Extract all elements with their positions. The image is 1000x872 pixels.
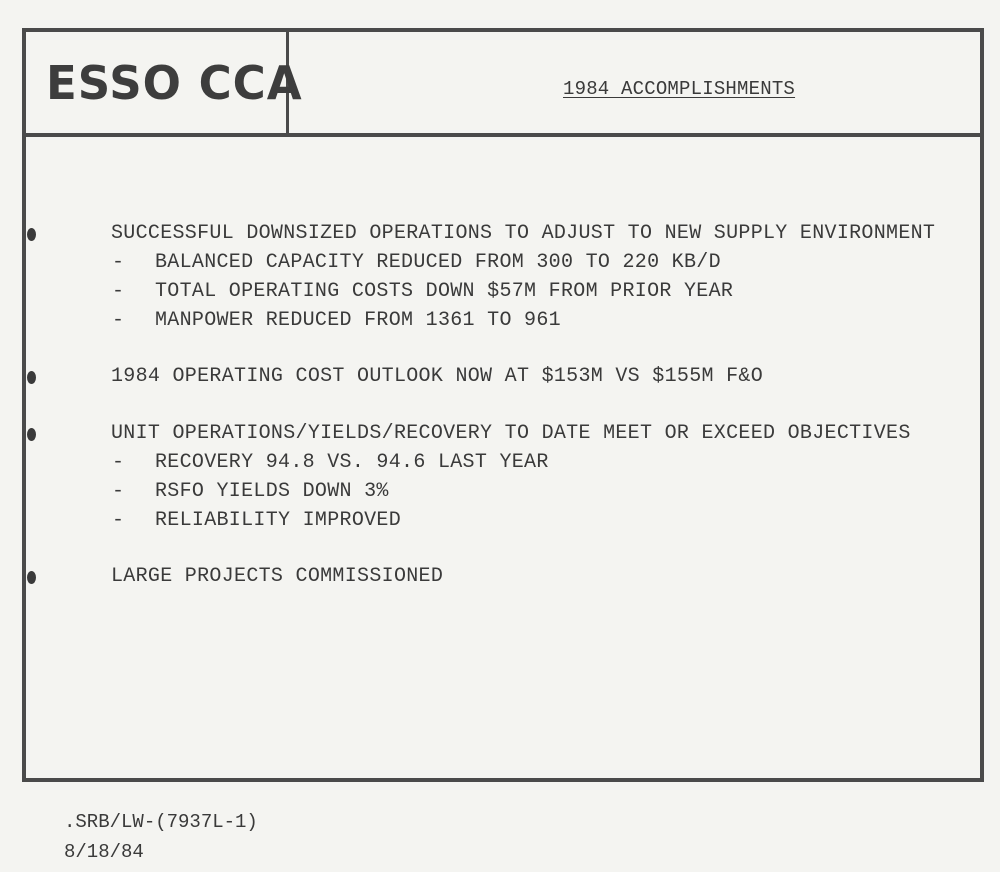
bullet-dot-icon xyxy=(27,228,36,241)
slide-frame xyxy=(22,28,984,782)
bullet-item xyxy=(111,219,935,248)
sub-item-text: TOTAL OPERATING COSTS DOWN $57M FROM PRIOR YEAR xyxy=(155,280,734,303)
dash-marker: - xyxy=(112,480,125,503)
sub-item-text: MANPOWER REDUCED FROM 1361 TO 961 xyxy=(155,309,561,332)
dash-marker: - xyxy=(112,309,125,332)
dash-marker: - xyxy=(112,451,125,474)
bullet-item xyxy=(111,562,443,591)
sub-item-text: RECOVERY 94.8 VS. 94.6 LAST YEAR xyxy=(155,451,549,474)
sub-item xyxy=(112,306,561,335)
bullet-text: SUCCESSFUL DOWNSIZED OPERATIONS TO ADJUST TO NEW SUPPLY ENVIRONMENT xyxy=(111,222,936,245)
bullet-text: 1984 OPERATING COST OUTLOOK NOW AT $153M VS $155M F&O xyxy=(111,365,764,388)
bullet-dot-icon xyxy=(27,371,36,384)
bullet-text: LARGE PROJECTS COMMISSIONED xyxy=(111,565,444,588)
bullet-text: UNIT OPERATIONS/YIELDS/RECOVERY TO DATE MEET OR EXCEED OBJECTIVES xyxy=(111,422,911,445)
dash-marker: - xyxy=(112,509,125,532)
sub-item xyxy=(112,477,389,506)
sub-item-text: RELIABILITY IMPROVED xyxy=(155,509,402,532)
dash-marker: - xyxy=(112,251,125,274)
logo-panel xyxy=(26,32,303,133)
sub-item-text: RSFO YIELDS DOWN 3% xyxy=(155,480,389,503)
slide-header xyxy=(26,32,980,137)
bullet-item xyxy=(111,419,911,448)
bullet-dot-icon xyxy=(27,428,36,441)
slide-title: 1984 ACCOMPLISHMENTS xyxy=(563,78,796,100)
sub-item-text: BALANCED CAPACITY REDUCED FROM 300 TO 220 KB/D xyxy=(155,251,721,274)
sub-item xyxy=(112,248,721,277)
slide-content xyxy=(26,137,980,778)
bullet-dot-icon xyxy=(27,571,36,584)
sub-item xyxy=(112,277,734,306)
bullet-item xyxy=(111,362,763,391)
footer-reference: .SRB/LW-(7937L-1) xyxy=(64,811,258,833)
sub-item xyxy=(112,448,549,477)
company-logo: ESSO CCA xyxy=(46,56,303,110)
dash-marker: - xyxy=(112,280,125,303)
sub-item xyxy=(112,506,402,535)
footer-date: 8/18/84 xyxy=(64,841,144,863)
